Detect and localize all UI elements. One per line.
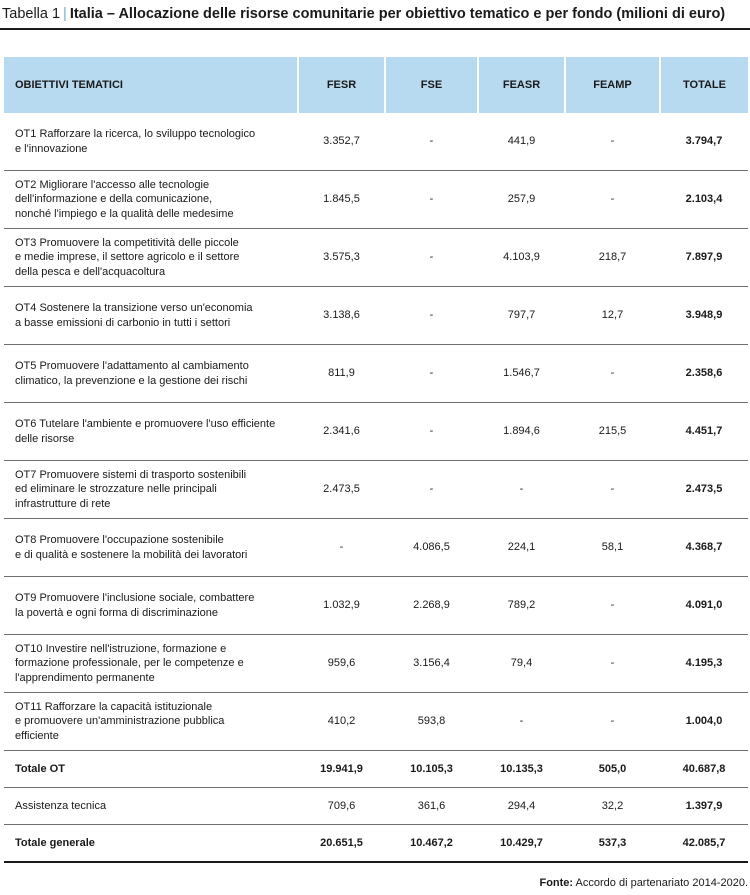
objective-line: e promuovere un'amministrazione pubblica <box>15 715 225 728</box>
fse-cell: - <box>385 171 478 229</box>
fse-cell: 10.105,3 <box>385 751 478 788</box>
fesr-cell: 19.941,9 <box>298 751 385 788</box>
feamp-cell: - <box>610 135 615 148</box>
feamp-cell: - <box>565 461 660 519</box>
summary-row <box>4 751 748 788</box>
objective-cell <box>4 693 298 751</box>
header-fesr: FESR <box>298 57 385 113</box>
header-feasr: FEASR <box>478 57 565 113</box>
totale-cell: 1.004,0 <box>660 693 748 751</box>
feasr-cell: - <box>478 693 565 751</box>
fesr-cell: - <box>298 519 385 577</box>
objective-line: OT6 Tutelare l'ambiente e promuovere l'uso efficiente <box>15 418 276 430</box>
totale-cell: 1.397,9 <box>660 788 748 825</box>
totale-cell: 7.897,9 <box>660 229 748 287</box>
totale-cell: 2.473,5 <box>660 461 748 519</box>
fse-cell: 2.268,9 <box>385 577 478 635</box>
feasr-cell: 1.894,6 <box>478 403 565 461</box>
table-body <box>4 113 748 862</box>
source-text: Accordo di partenariato 2014-2020. <box>575 877 748 889</box>
summary-label-cell: Assistenza tecnica <box>4 788 298 825</box>
feamp-cell: 505,0 <box>565 751 660 788</box>
feasr-cell: 1.546,7 <box>478 345 565 403</box>
source-label: Fonte: <box>539 877 574 889</box>
summary-label-cell: Totale generale <box>4 825 298 863</box>
table-row <box>4 345 748 403</box>
feamp-cell: - <box>565 345 660 403</box>
feamp-cell: - <box>565 577 660 635</box>
table-row <box>4 171 748 229</box>
objective-line: nonché l'impiego e la qualità delle medesime <box>15 207 234 220</box>
objective-line: l'apprendimento permanente <box>15 671 155 684</box>
objective-cell <box>4 345 298 403</box>
objective-cell <box>4 171 298 229</box>
totale-cell: 2.103,4 <box>660 171 748 229</box>
objective-line: a basse emissioni di carbonio in tutti i settori <box>15 316 231 329</box>
objective-line: OT5 Promuovere l'adattamento al cambiamento <box>15 360 249 372</box>
objective-line: OT11 Rafforzare la capacità istituzionale <box>15 700 213 713</box>
fesr-cell: 1.845,5 <box>298 171 385 229</box>
table-row <box>4 461 748 519</box>
totale-cell: 4.368,7 <box>660 519 748 577</box>
fse-cell: 3.156,4 <box>385 635 478 693</box>
objective-line: OT8 Promuovere l'occupazione sostenibile <box>15 534 224 546</box>
feamp-cell: 58,1 <box>565 519 660 577</box>
caption-title: Italia – Allocazione delle risorse comunitarie per obiettivo tematico e per fondo (milioni di euro) <box>69 6 726 22</box>
header-fse: FSE <box>385 57 478 113</box>
summary-label-cell: Totale OT <box>4 751 298 788</box>
fesr-cell: 3.138,6 <box>298 287 385 345</box>
feamp-cell: 32,2 <box>565 788 660 825</box>
objective-cell <box>4 403 298 461</box>
objective-line: efficiente <box>15 729 59 742</box>
totale-cell: 3.948,9 <box>660 287 748 345</box>
table-row <box>4 519 748 577</box>
source-note <box>539 877 748 889</box>
feamp-cell: - <box>565 171 660 229</box>
feasr-cell: 294,4 <box>478 788 565 825</box>
feamp-cell: 218,7 <box>565 229 660 287</box>
objective-line: ed eliminare le strozzature nelle principali <box>15 483 217 496</box>
feasr-cell: - <box>478 461 565 519</box>
objective-cell <box>4 519 298 577</box>
feasr-cell: 441,9 <box>507 135 536 148</box>
fesr-cell: 3.575,3 <box>298 229 385 287</box>
objective-line: OT3 Promuovere la competitività delle piccole <box>15 236 239 249</box>
table-header <box>4 57 748 113</box>
objective-line: formazione professionale, per le competenze e <box>15 657 244 670</box>
objective-line: OT4 Sostenere la transizione verso un'economia <box>15 302 253 314</box>
header-row <box>4 57 748 113</box>
totale-cell: 4.195,3 <box>660 635 748 693</box>
fse-cell: - <box>429 135 434 148</box>
fesr-cell: 3.352,7 <box>323 135 360 148</box>
header-totale: TOTALE <box>660 57 748 113</box>
feamp-cell: 12,7 <box>565 287 660 345</box>
feasr-cell: 4.103,9 <box>478 229 565 287</box>
feasr-cell: 79,4 <box>478 635 565 693</box>
header-feamp: FEAMP <box>565 57 660 113</box>
objective-line: infrastrutture di rete <box>15 497 111 510</box>
header-obiettivi: OBIETTIVI TEMATICI <box>4 57 298 113</box>
objective-line: OT10 Investire nell'istruzione, formazione e <box>15 642 227 655</box>
totale-cell: 2.358,6 <box>660 345 748 403</box>
summary-row <box>4 788 748 825</box>
objective-line: OT1 Rafforzare la ricerca, lo sviluppo tecnologico <box>15 128 256 140</box>
objective-cell <box>4 287 298 345</box>
fse-cell: - <box>385 229 478 287</box>
fse-cell: - <box>385 403 478 461</box>
feasr-cell: 789,2 <box>478 577 565 635</box>
table-caption <box>2 6 725 22</box>
feamp-cell: 215,5 <box>565 403 660 461</box>
fse-cell: 361,6 <box>385 788 478 825</box>
fse-cell: - <box>385 345 478 403</box>
summary-row <box>4 825 748 863</box>
objective-cell <box>4 635 298 693</box>
objective-line: e di qualità e sostenere la mobilità dei lavoratori <box>15 548 248 561</box>
feasr-cell: 797,7 <box>478 287 565 345</box>
objective-line: OT7 Promuovere sistemi di trasporto sostenibili <box>15 468 247 481</box>
table-row <box>4 229 748 287</box>
objective-line: delle risorse <box>15 432 75 445</box>
allocation-table <box>4 57 748 863</box>
totale-cell: 3.794,7 <box>685 135 723 148</box>
totale-cell: 4.091,0 <box>660 577 748 635</box>
feasr-cell: 10.135,3 <box>478 751 565 788</box>
top-rule <box>0 28 750 30</box>
totale-cell: 42.085,7 <box>660 825 748 863</box>
fse-cell: 4.086,5 <box>385 519 478 577</box>
objective-line: OT2 Migliorare l'accesso alle tecnologie <box>15 178 210 191</box>
caption-label: Tabella 1 <box>2 6 61 22</box>
fse-cell: - <box>385 287 478 345</box>
fesr-cell: 410,2 <box>298 693 385 751</box>
feasr-cell: 224,1 <box>478 519 565 577</box>
feamp-cell: 537,3 <box>565 825 660 863</box>
totale-cell: 4.451,7 <box>660 403 748 461</box>
totale-cell: 40.687,8 <box>660 751 748 788</box>
fesr-cell: 1.032,9 <box>298 577 385 635</box>
fesr-cell: 2.473,5 <box>298 461 385 519</box>
fesr-cell: 709,6 <box>298 788 385 825</box>
objective-line: dell'informazione e della comunicazione, <box>15 193 213 206</box>
caption-separator: | <box>63 6 67 22</box>
objective-line: e medie imprese, il settore agricolo e il settore <box>15 251 240 264</box>
feamp-cell: - <box>565 693 660 751</box>
fesr-cell: 959,6 <box>298 635 385 693</box>
fse-cell: - <box>385 461 478 519</box>
objective-line: della pesca e dell'acquacoltura <box>15 265 166 278</box>
objective-line: climatico, la prevenzione e la gestione dei rischi <box>15 374 248 387</box>
table-row <box>4 113 748 171</box>
feasr-cell: 257,9 <box>478 171 565 229</box>
fse-cell: 10.467,2 <box>385 825 478 863</box>
fse-cell: 593,8 <box>385 693 478 751</box>
objective-cell <box>4 113 298 171</box>
table-row <box>4 577 748 635</box>
table-row <box>4 287 748 345</box>
objective-line: OT9 Promuovere l'inclusione sociale, combattere <box>15 592 255 604</box>
objective-cell <box>4 229 298 287</box>
table-row <box>4 693 748 751</box>
table-row <box>4 635 748 693</box>
objective-cell <box>4 461 298 519</box>
objective-line: e l'innovazione <box>15 142 88 155</box>
fesr-cell: 2.341,6 <box>298 403 385 461</box>
feasr-cell: 10.429,7 <box>478 825 565 863</box>
fesr-cell: 811,9 <box>298 345 385 403</box>
objective-line: la povertà e ogni forma di discriminazione <box>15 606 218 619</box>
table-row <box>4 403 748 461</box>
objective-cell <box>4 577 298 635</box>
fesr-cell: 20.651,5 <box>298 825 385 863</box>
feamp-cell: - <box>565 635 660 693</box>
